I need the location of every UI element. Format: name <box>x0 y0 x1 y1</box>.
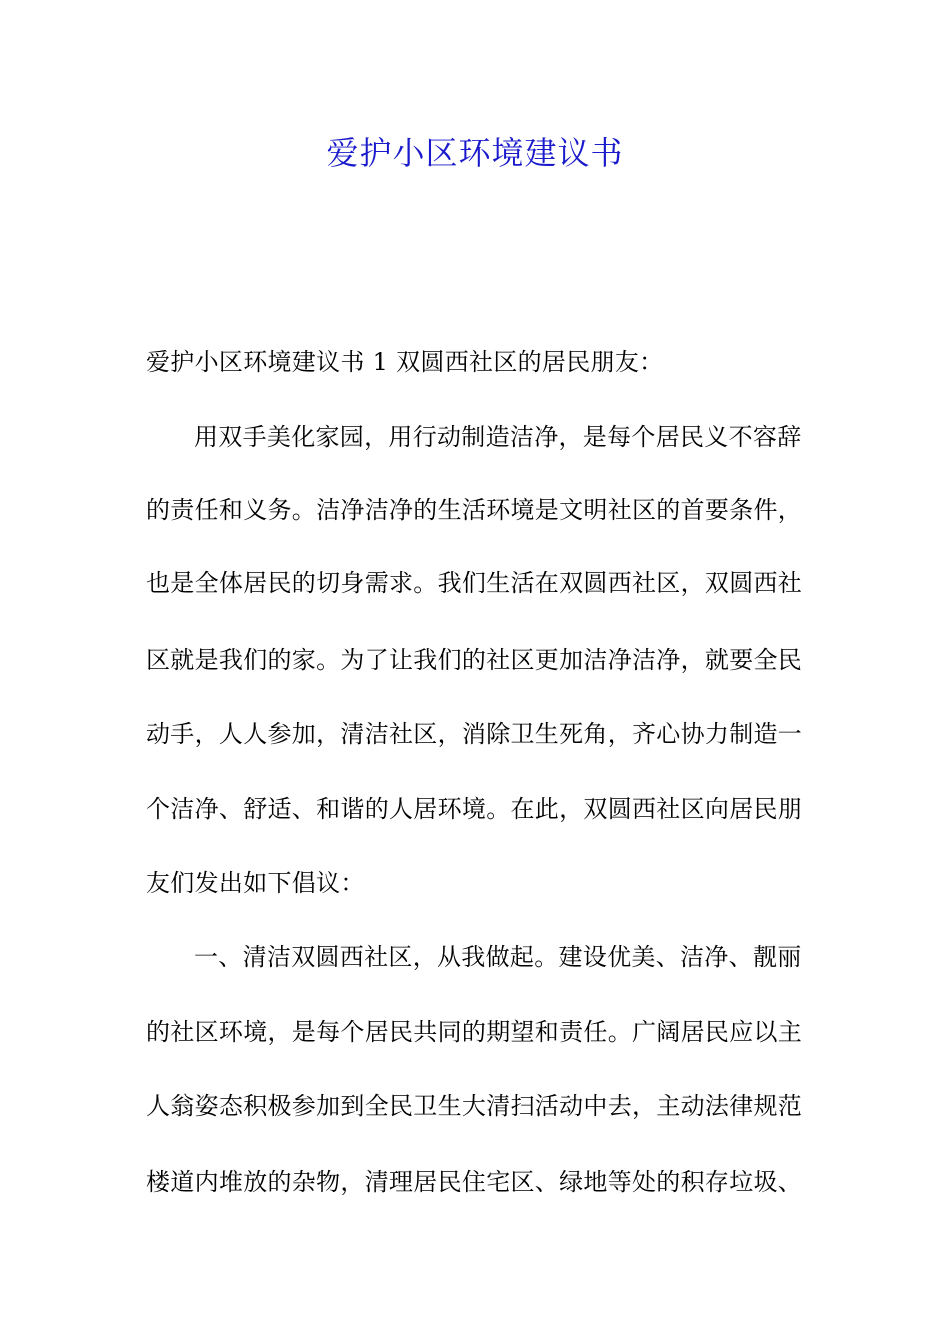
paragraph-line: 的责任和义务。洁净洁净的生活环境是文明社区的首要条件， <box>146 496 803 524</box>
paragraph-line: 区就是我们的家。为了让我们的社区更加洁净洁净，就要全民 <box>146 646 803 674</box>
paragraph-line: 一、清洁双圆西社区，从我做起。建设优美、洁净、靓丽 <box>194 943 802 971</box>
paragraph-line: 人翁姿态积极参加到全民卫生大清扫活动中去，主动法律规范 <box>146 1092 803 1120</box>
paragraph-line: 楼道内堆放的杂物，清理居民住宅区、绿地等处的积存垃圾、 <box>146 1168 803 1196</box>
paragraph-line: 动手，人人参加，清洁社区，消除卫生死角，齐心协力制造一 <box>146 720 803 748</box>
paragraph-line: 友们发出如下倡议： <box>146 869 365 897</box>
paragraph-line: 的社区环境，是每个居民共同的期望和责任。广阔居民应以主 <box>146 1018 803 1046</box>
paragraph-line: 也是全体居民的切身需求。我们生活在双圆西社区，双圆西社 <box>146 569 803 597</box>
document-title: 爱护小区环境建议书 <box>326 134 624 172</box>
paragraph-line: 用双手美化家园，用行动制造洁净，是每个居民义不容辞 <box>194 423 802 451</box>
salutation-line: 爱护小区环境建议书 1 双圆西社区的居民朋友： <box>146 348 664 376</box>
paragraph-line: 个洁净、舒适、和谐的人居环境。在此，双圆西社区向居民朋 <box>146 795 803 823</box>
